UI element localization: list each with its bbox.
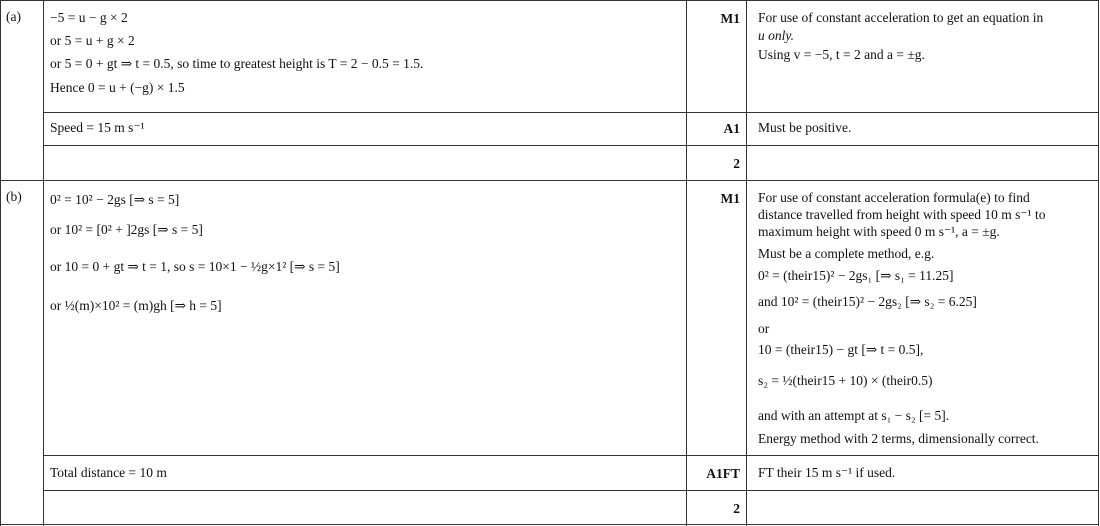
part-b-solution-line: or 10² = [0² + ]2gs [⇒ s = 5] bbox=[50, 222, 203, 237]
row-divider bbox=[43, 112, 1099, 113]
part-a-comment-line: Using v = −5, t = 2 and a = ±g. bbox=[758, 47, 925, 62]
part-a-comment-line: For use of constant acceleration to get an equation in bbox=[758, 10, 1044, 25]
column-divider-solution bbox=[686, 0, 687, 526]
part-a-solution-line: Hence 0 = u + (−g) × 1.5 bbox=[50, 80, 185, 95]
part-b-solution-line: or 10 = 0 + gt ⇒ t = 1, so s = 10×1 − ½g×1² [⇒ s = 5] bbox=[50, 259, 340, 274]
column-divider-label bbox=[43, 0, 44, 526]
part-a-mark-a1: A1 bbox=[723, 121, 740, 136]
part-a-label: (a) bbox=[6, 9, 21, 24]
row-divider bbox=[43, 490, 1099, 491]
part-b-comment-line: and 10² = (their15)² − 2gs₂ [⇒ s₂ = 6.25] bbox=[758, 294, 977, 309]
part-a-result: Speed = 15 m s⁻¹ bbox=[50, 120, 145, 135]
part-b-comment-line: 0² = (their15)² − 2gs₁ [⇒ s₁ = 11.25] bbox=[758, 268, 954, 283]
part-b-result: Total distance = 10 m bbox=[50, 465, 167, 480]
part-b-comment-line: For use of constant acceleration formula(e) to find bbox=[758, 190, 1030, 205]
part-b-comment-line: maximum height with speed 0 m s⁻¹, a = ±g. bbox=[758, 224, 1000, 239]
part-a-comment-2: Must be positive. bbox=[758, 120, 852, 135]
part-b-mark-m1: M1 bbox=[720, 191, 740, 206]
part-b-comment-line: Must be a complete method, e.g. bbox=[758, 246, 935, 261]
part-b-comment-line: s₂ = ½(their15 + 10) × (their0.5) bbox=[758, 373, 933, 388]
part-a-total-marks: 2 bbox=[733, 156, 740, 171]
part-a-mark-m1: M1 bbox=[720, 11, 740, 26]
column-divider-mark bbox=[746, 0, 747, 526]
part-b-comment-line: Energy method with 2 terms, dimensionally correct. bbox=[758, 431, 1039, 446]
part-divider bbox=[0, 180, 1099, 181]
part-b-solution-line: or ½(m)×10² = (m)gh [⇒ h = 5] bbox=[50, 298, 222, 313]
part-b-comment-line: and with an attempt at s₁ − s₂ [= 5]. bbox=[758, 408, 950, 423]
part-b-solution-line: 0² = 10² − 2gs [⇒ s = 5] bbox=[50, 192, 180, 207]
part-b-comment-line: distance travelled from height with speed 10 m s⁻¹ to bbox=[758, 207, 1046, 222]
table-border-bottom bbox=[0, 524, 1099, 525]
row-divider bbox=[43, 145, 1099, 146]
part-b-comment-2: FT their 15 m s⁻¹ if used. bbox=[758, 465, 896, 480]
part-b-comment-line: or bbox=[758, 321, 770, 336]
part-a-solution-line: −5 = u − g × 2 bbox=[50, 10, 128, 25]
part-b-comment-line: 10 = (their15) − gt [⇒ t = 0.5], bbox=[758, 342, 924, 357]
table-border-left bbox=[0, 0, 1, 526]
row-divider bbox=[43, 455, 1099, 456]
part-b-total-marks: 2 bbox=[733, 501, 740, 516]
part-a-solution-line: or 5 = 0 + gt ⇒ t = 0.5, so time to greatest height is T = 2 − 0.5 = 1.5. bbox=[50, 56, 424, 71]
part-a-comment-line: u only. bbox=[758, 28, 794, 43]
table-border-top bbox=[0, 0, 1099, 1]
part-b-mark-a1ft: A1FT bbox=[706, 466, 740, 481]
part-b-label: (b) bbox=[6, 189, 22, 204]
table-border-right bbox=[1098, 0, 1099, 526]
part-a-solution-line: or 5 = u + g × 2 bbox=[50, 33, 135, 48]
